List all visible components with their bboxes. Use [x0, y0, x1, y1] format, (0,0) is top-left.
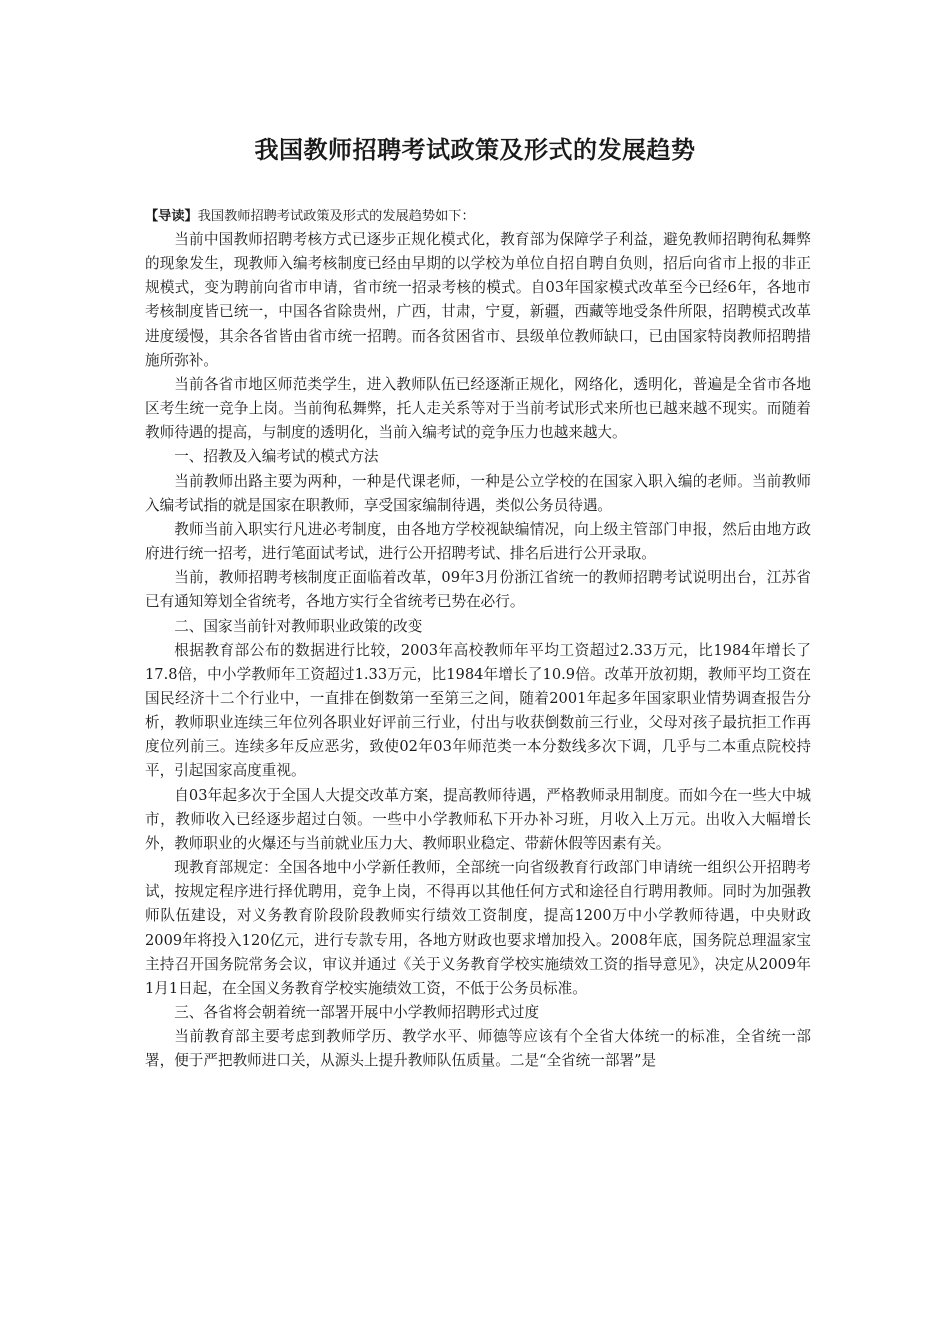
body-paragraph: 当前教师出路主要为两种，一种是代课老师，一种是公立学校的在国家入职入编的老师。当前教师入编考试指的就是国家在职教师，享受国家编制待遇，类似公务员待遇。	[145, 472, 811, 514]
lead-tag: 【导读】	[145, 209, 198, 224]
body-paragraph: 根据教育部公布的数据进行比较，2003年高校教师年平均工资超过2.33万元，比1984年增长了17.8倍，中小学教师年工资超过1.33万元，比1984年增长了10.9倍。改革开放初期，教师平均工资在国民经济十二个行业中，一直排在倒数第一至第三之间，随着2001年起多年国家职业情势调查报告分析，教师职业连续三年位列各职业好评前三行业，付出与收获倒数前三行业，父母对孩子最抗拒工作再度位列前三。连续多年反应恶劣，致使02年03年师范类一本分数线多次下调，几乎与二本重点院校持平，引起国家高度重视。	[145, 641, 811, 780]
body-paragraph: 当前中国教师招聘考核方式已逐步正规化模式化，教育部为保障学子利益，避免教师招聘徇私舞弊的现象发生，现教师入编考核制度已经由早期的以学校为单位自招自聘自负则，招后向省市上报的非正规模式，变为聘前向省市申请，省市统一招录考核的模式。自03年国家模式改革至今已经6年，各地市考核制度皆已统一，中国各省除贵州，广西，甘肃，宁夏，新疆，西藏等地受条件所限，招聘模式改革进度缓慢，其余各省皆由省市统一招聘。而各贫困省市、县级单位教师缺口，已由国家特岗教师招聘措施所弥补。	[145, 231, 811, 369]
section-heading: 三、各省将会朝着统一部署开展中小学教师招聘形式过度	[174, 1004, 540, 1021]
body-paragraph: 当前各省市地区师范类学生，进入教师队伍已经逐渐正规化，网络化，透明化，普遍是全省市各地区考生统一竞争上岗。当前徇私舞弊，托人走关系等对于当前考试形式来所也已越来越不现实。而随着教师待遇的提高，与制度的透明化，当前入编考试的竞争压力也越来越大。	[145, 375, 811, 442]
body-paragraph: 自03年起多次于全国人大提交改革方案，提高教师待遇，严格教师录用制度。而如今在一些大中城市，教师收入已经逐步超过白领。一些中小学教师私下开办补习班，月收入上万元。出收入大幅增长外，教师职业的火爆还与当前就业压力大、教师职业稳定、带薪休假等因素有关。	[145, 786, 811, 852]
body-paragraph: 当前教育部主要考虑到教师学历、教学水平、师德等应该有个全省大体统一的标准，全省统一部署，便于严把教师进口关，从源头上提升教师队伍质量。二是“全省统一部署”是	[145, 1028, 811, 1070]
section-heading: 一、招教及入编考试的模式方法	[174, 448, 379, 466]
lead-text: 我国教师招聘考试政策及形式的发展趋势如下：	[197, 209, 475, 224]
document-title: 我国教师招聘考试政策及形式的发展趋势	[254, 136, 696, 164]
section-heading: 二、国家当前针对教师职业政策的改变	[174, 617, 423, 635]
lead-paragraph	[145, 206, 811, 228]
body-paragraph: 现教育部规定：全国各地中小学新任教师，全部统一向省级教育行政部门申请统一组织公开招聘考试，按规定程序进行择优聘用，竞争上岗，不得再以其他任何方式和途径自行聘用教师。同时为加强教师队伍建设，对义务教育阶段阶段教师实行绩效工资制度，提高1200万中小学教师待遇，中央财政2009年将投入120亿元，进行专款专用，各地方财政也要求增加投入。2008年底，国务院总理温家宝主持召开国务院常务会议，审议并通过《关于义务教育学校实施绩效工资的指导意见》，决定从2009年1月1日起，在全国义务教育学校实施绩效工资，不低于公务员标准。	[145, 859, 811, 997]
document-body	[145, 206, 811, 1073]
body-paragraph: 当前，教师招聘考核制度正面临着改革，09年3月份浙江省统一的教师招聘考试说明出台，江苏省已有通知筹划全省统考，各地方实行全省统考已势在必行。	[145, 569, 811, 611]
body-paragraph: 教师当前入职实行凡进必考制度，由各地方学校视缺编情况，向上级主管部门申报，然后由地方政府进行统一招考，进行笔面试考试，进行公开招聘考试、排名后进行公开录取。	[145, 520, 811, 563]
